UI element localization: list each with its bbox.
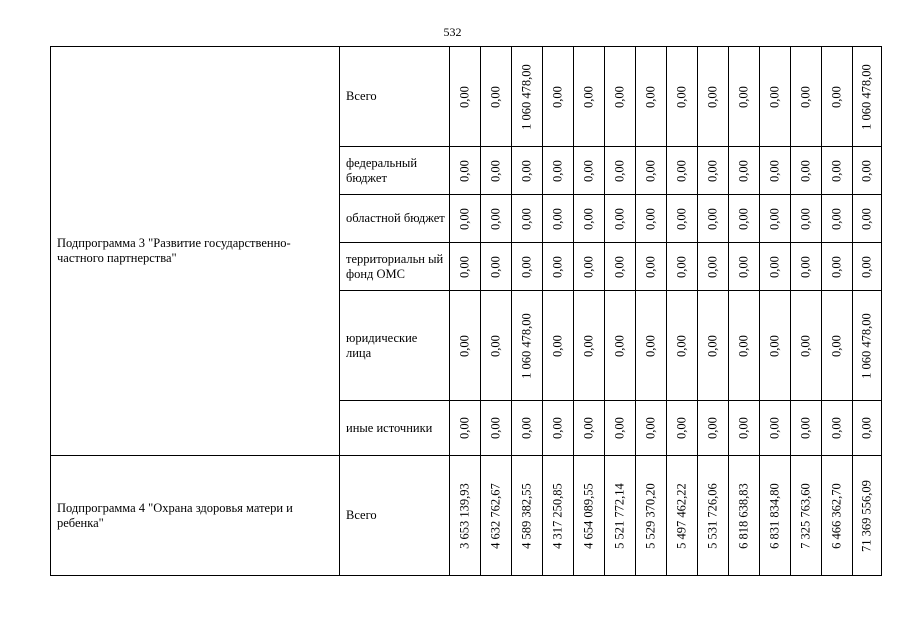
value-cell [450, 147, 481, 195]
value-cell [760, 243, 791, 291]
value-text: 5 529 370,20 [643, 482, 658, 549]
value-text: 5 531 726,06 [705, 482, 720, 549]
value-cell [574, 47, 605, 147]
funding-source-cell: юридические лица [340, 291, 450, 401]
value-text: 1 060 478,00 [859, 63, 874, 130]
value-text: 0,00 [767, 207, 782, 230]
value-cell [791, 195, 822, 243]
value-text: 0,00 [643, 334, 658, 357]
value-cell [667, 243, 698, 291]
value-cell [698, 147, 729, 195]
value-cell [760, 401, 791, 456]
value-cell [822, 456, 853, 576]
funding-source-cell: Всего [340, 47, 450, 147]
value-text: 0,00 [767, 159, 782, 182]
value-cell [605, 456, 636, 576]
value-cell [543, 401, 574, 456]
value-text: 0,00 [550, 255, 565, 278]
value-text: 0,00 [519, 417, 534, 439]
value-cell [481, 243, 512, 291]
value-text: 0,00 [674, 85, 689, 108]
value-text: 0,00 [736, 159, 751, 182]
value-text: 0,00 [798, 334, 813, 357]
value-cell [605, 243, 636, 291]
value-text: 0,00 [550, 159, 565, 182]
value-cell [729, 291, 760, 401]
value-cell [512, 243, 543, 291]
value-text: 0,00 [705, 255, 720, 278]
value-text: 0,00 [859, 207, 874, 230]
value-text: 0,00 [767, 255, 782, 278]
value-text: 0,00 [643, 159, 658, 182]
value-cell [791, 147, 822, 195]
value-text: 0,00 [457, 255, 472, 278]
value-text: 0,00 [581, 159, 596, 182]
value-cell [574, 243, 605, 291]
value-text: 0,00 [798, 85, 813, 108]
value-text: 0,00 [736, 255, 751, 278]
value-cell [791, 401, 822, 456]
value-cell [667, 401, 698, 456]
value-text: 0,00 [859, 417, 874, 439]
value-cell [667, 195, 698, 243]
value-cell [543, 243, 574, 291]
value-cell [636, 401, 667, 456]
value-text: 0,00 [581, 417, 596, 439]
value-text: 0,00 [612, 85, 627, 108]
value-cell [822, 47, 853, 147]
value-text: 0,00 [643, 207, 658, 230]
budget-table [50, 46, 882, 576]
value-text: 0,00 [736, 334, 751, 357]
funding-source-cell: областной бюджет [340, 195, 450, 243]
value-text: 0,00 [674, 255, 689, 278]
value-cell [512, 291, 543, 401]
value-cell [543, 456, 574, 576]
value-text: 0,00 [612, 417, 627, 439]
value-cell [574, 195, 605, 243]
value-text: 4 589 382,55 [519, 482, 534, 549]
value-cell [574, 147, 605, 195]
value-cell [853, 401, 882, 456]
value-cell [636, 243, 667, 291]
value-cell [698, 243, 729, 291]
value-cell [822, 291, 853, 401]
value-text: 0,00 [612, 255, 627, 278]
value-text: 1 060 478,00 [859, 312, 874, 379]
value-text: 0,00 [859, 255, 874, 278]
table-body [51, 47, 882, 576]
value-cell [636, 147, 667, 195]
value-cell [605, 401, 636, 456]
value-cell [481, 401, 512, 456]
value-cell [698, 195, 729, 243]
value-cell [512, 401, 543, 456]
value-cell [481, 195, 512, 243]
value-text: 0,00 [612, 159, 627, 182]
value-cell [698, 401, 729, 456]
value-cell [729, 456, 760, 576]
value-text: 0,00 [581, 334, 596, 357]
value-cell [760, 195, 791, 243]
value-text: 0,00 [705, 334, 720, 357]
value-cell [450, 195, 481, 243]
value-text: 0,00 [859, 159, 874, 182]
value-cell [853, 47, 882, 147]
value-cell [791, 456, 822, 576]
value-cell [667, 456, 698, 576]
value-text: 0,00 [457, 207, 472, 230]
value-cell [512, 456, 543, 576]
value-cell [450, 291, 481, 401]
value-cell [450, 47, 481, 147]
value-text: 0,00 [488, 255, 503, 278]
value-text: 0,00 [488, 207, 503, 230]
table-row [51, 456, 882, 576]
value-cell [822, 243, 853, 291]
value-cell [822, 401, 853, 456]
table-row [51, 47, 882, 147]
value-text: 0,00 [550, 417, 565, 439]
value-text: 0,00 [581, 85, 596, 108]
value-cell [636, 47, 667, 147]
value-cell [760, 47, 791, 147]
value-text: 0,00 [767, 85, 782, 108]
value-text: 0,00 [705, 417, 720, 439]
value-text: 0,00 [488, 417, 503, 439]
value-text: 0,00 [798, 255, 813, 278]
value-text: 0,00 [736, 85, 751, 108]
value-cell [698, 291, 729, 401]
value-cell [760, 147, 791, 195]
value-cell [636, 291, 667, 401]
value-text: 0,00 [798, 159, 813, 182]
value-text: 6 466 362,70 [829, 482, 844, 549]
value-cell [729, 147, 760, 195]
value-text: 0,00 [519, 255, 534, 278]
program-name-cell: Подпрограмма 3 "Развитие государственно-частного партнерства" [51, 47, 340, 456]
value-text: 0,00 [705, 207, 720, 230]
value-text: 0,00 [550, 334, 565, 357]
value-text: 1 060 478,00 [519, 63, 534, 130]
value-cell [853, 147, 882, 195]
value-text: 0,00 [457, 159, 472, 182]
value-cell [791, 291, 822, 401]
value-text: 0,00 [736, 417, 751, 439]
value-text: 0,00 [581, 255, 596, 278]
value-text: 0,00 [829, 255, 844, 278]
value-cell [605, 147, 636, 195]
value-text: 0,00 [643, 255, 658, 278]
value-text: 0,00 [457, 417, 472, 439]
value-cell [605, 291, 636, 401]
value-cell [822, 147, 853, 195]
value-text: 6 818 638,83 [736, 482, 751, 549]
value-text: 4 317 250,85 [550, 482, 565, 549]
value-cell [450, 456, 481, 576]
value-cell [512, 195, 543, 243]
value-cell [853, 243, 882, 291]
value-cell [605, 47, 636, 147]
value-text: 0,00 [674, 334, 689, 357]
value-cell [543, 147, 574, 195]
value-cell [636, 195, 667, 243]
value-cell [605, 195, 636, 243]
value-text: 0,00 [643, 85, 658, 108]
value-text: 0,00 [705, 85, 720, 108]
value-text: 0,00 [674, 159, 689, 182]
value-text: 71 369 556,09 [859, 479, 874, 552]
program-name-cell: Подпрограмма 4 "Охрана здоровья матери и ребенка" [51, 456, 340, 576]
value-text: 4 632 762,67 [488, 482, 503, 549]
value-cell [636, 456, 667, 576]
value-text: 0,00 [829, 417, 844, 439]
value-text: 0,00 [829, 159, 844, 182]
value-text: 0,00 [457, 85, 472, 108]
value-cell [481, 291, 512, 401]
value-text: 0,00 [736, 207, 751, 230]
value-text: 0,00 [674, 207, 689, 230]
value-cell [667, 291, 698, 401]
value-cell [853, 291, 882, 401]
value-cell [791, 243, 822, 291]
value-cell [729, 195, 760, 243]
value-cell [450, 401, 481, 456]
value-cell [481, 147, 512, 195]
value-cell [543, 291, 574, 401]
value-text: 0,00 [798, 207, 813, 230]
value-cell [543, 195, 574, 243]
value-text: 0,00 [488, 85, 503, 108]
value-cell [760, 291, 791, 401]
value-text: 0,00 [519, 207, 534, 230]
value-cell [450, 243, 481, 291]
value-cell [574, 401, 605, 456]
value-text: 0,00 [674, 417, 689, 439]
value-cell [760, 456, 791, 576]
value-text: 0,00 [643, 417, 658, 439]
value-text: 0,00 [550, 85, 565, 108]
value-text: 0,00 [581, 207, 596, 230]
value-cell [791, 47, 822, 147]
value-cell [729, 243, 760, 291]
value-cell [698, 47, 729, 147]
value-cell [853, 195, 882, 243]
value-cell [729, 401, 760, 456]
value-cell [481, 456, 512, 576]
value-cell [512, 47, 543, 147]
value-text: 0,00 [457, 334, 472, 357]
value-text: 4 654 089,55 [581, 482, 596, 549]
value-text: 0,00 [829, 334, 844, 357]
value-cell [512, 147, 543, 195]
value-text: 7 325 763,60 [798, 482, 813, 549]
value-text: 0,00 [829, 207, 844, 230]
funding-source-cell: федеральный бюджет [340, 147, 450, 195]
value-text: 0,00 [798, 417, 813, 439]
value-cell [574, 291, 605, 401]
funding-source-cell: иные источники [340, 401, 450, 456]
funding-source-cell: Всего [340, 456, 450, 576]
funding-source-cell: территориальн ый фонд ОМС [340, 243, 450, 291]
value-cell [543, 47, 574, 147]
value-text: 0,00 [488, 334, 503, 357]
page-number: 532 [443, 25, 462, 39]
value-cell [698, 456, 729, 576]
value-text: 6 831 834,80 [767, 482, 782, 549]
value-text: 0,00 [519, 159, 534, 182]
value-cell [667, 47, 698, 147]
value-cell [481, 47, 512, 147]
value-text: 0,00 [767, 417, 782, 439]
value-text: 0,00 [612, 207, 627, 230]
value-text: 0,00 [550, 207, 565, 230]
value-cell [853, 456, 882, 576]
value-text: 0,00 [829, 85, 844, 108]
value-cell [574, 456, 605, 576]
value-text: 1 060 478,00 [519, 312, 534, 379]
value-text: 0,00 [767, 334, 782, 357]
value-cell [822, 195, 853, 243]
value-text: 0,00 [488, 159, 503, 182]
value-text: 5 521 772,14 [612, 482, 627, 549]
value-text: 0,00 [705, 159, 720, 182]
value-cell [729, 47, 760, 147]
value-text: 5 497 462,22 [674, 482, 689, 549]
value-text: 0,00 [612, 334, 627, 357]
value-cell [667, 147, 698, 195]
value-text: 3 653 139,93 [457, 482, 472, 549]
